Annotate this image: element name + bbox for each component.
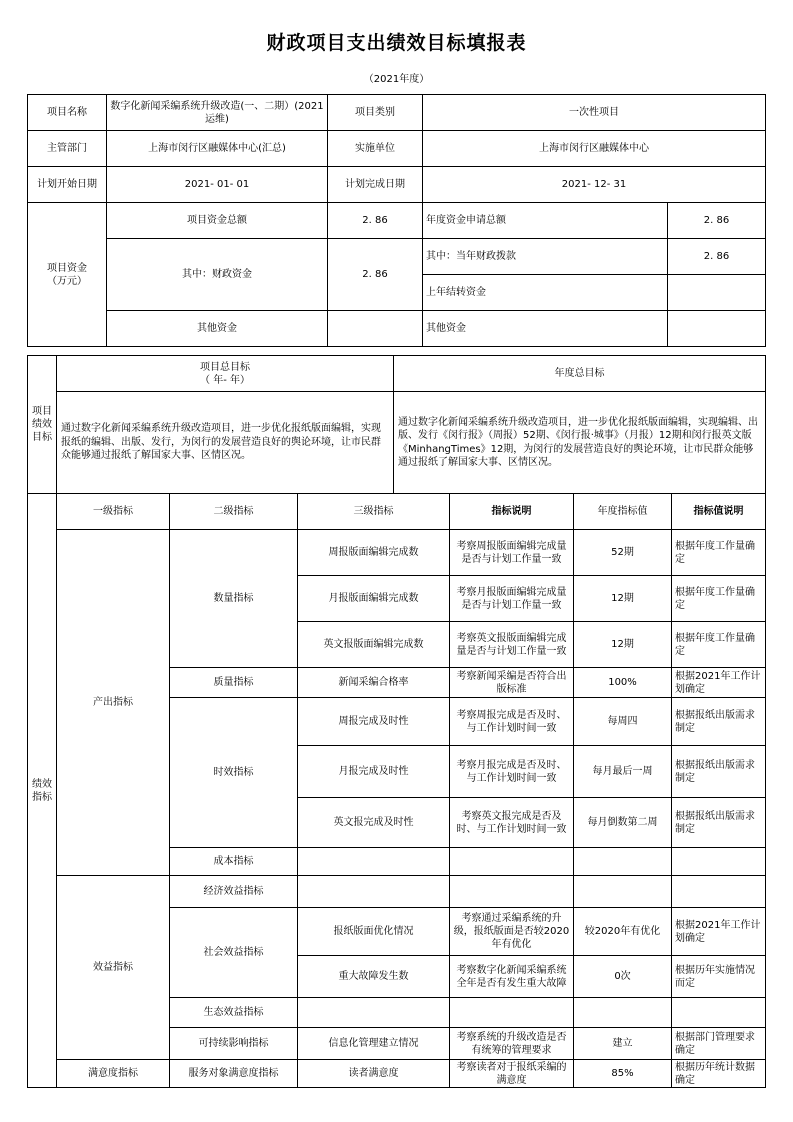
header-l1: 一级指标 <box>57 494 170 530</box>
l3-cell: 英文报完成及时性 <box>298 798 450 848</box>
value-cell: 每周四 <box>574 698 672 746</box>
l2-ecological: 生态效益指标 <box>170 998 298 1028</box>
value-cell <box>574 848 672 876</box>
overall-goal-period: （ 年- 年） <box>200 374 250 386</box>
other-funds-label: 其他资金 <box>107 311 328 347</box>
header-desc: 指标说明 <box>450 494 574 530</box>
annual-funds-value: 2. 86 <box>668 203 766 239</box>
note-cell: 根据年度工作量确定 <box>672 530 766 576</box>
indicators-label-text: 绩效指标 <box>32 778 52 803</box>
l1-satisfaction: 满意度指标 <box>57 1060 170 1088</box>
l2-social: 社会效益指标 <box>170 908 298 998</box>
desc-cell: 考察月报完成是否及时、与工作计划时间一致 <box>450 746 574 798</box>
goals-label-text: 项目绩效目标 <box>32 406 52 443</box>
l1-output: 产出指标 <box>57 530 170 876</box>
desc-cell: 考察英文报完成是否及时、与工作计划时间一致 <box>450 798 574 848</box>
l3-cell: 报纸版面优化情况 <box>298 908 450 956</box>
l3-cell: 月报完成及时性 <box>298 746 450 798</box>
desc-cell: 考察数字化新闻采编系统全年是否有发生重大故障 <box>450 956 574 998</box>
overall-goal-label: 项目总目标 <box>200 361 250 373</box>
indicators-table <box>27 493 766 1088</box>
desc-cell: 考察周报版面编辑完成量是否与计划工作量一致 <box>450 530 574 576</box>
end-date-label: 计划完成日期 <box>328 167 423 203</box>
l2-quality: 质量指标 <box>170 668 298 698</box>
l2-sustainability: 可持续影响指标 <box>170 1028 298 1060</box>
note-cell: 根据历年统计数据确定 <box>672 1060 766 1088</box>
l3-cell <box>298 876 450 908</box>
value-cell: 每月倒数第二周 <box>574 798 672 848</box>
overall-goal-header <box>57 356 394 392</box>
note-cell: 根据报纸出版需求制定 <box>672 746 766 798</box>
header-l3: 三级指标 <box>298 494 450 530</box>
unit-label: 实施单位 <box>328 131 423 167</box>
overall-goal-text: 通过数字化新闻采编系统升级改造项目，进一步优化报纸版面编辑，实现报纸的编辑、出版、发行，为闵行的发展营造良好的舆论环境，让市民群众能够通过报纸了解国家大事、区情区况。 <box>57 392 394 494</box>
carryover-funds-label: 上年结转资金 <box>423 275 668 311</box>
desc-cell: 考察周报完成是否及时、与工作计划时间一致 <box>450 698 574 746</box>
note-cell: 根据2021年工作计划确定 <box>672 668 766 698</box>
l3-cell <box>298 848 450 876</box>
value-cell: 100% <box>574 668 672 698</box>
desc-cell: 考察读者对于报纸采编的满意度 <box>450 1060 574 1088</box>
annual-goal-text: 通过数字化新闻采编系统升级改造项目，进一步优化报纸版面编辑，实现编辑、出版、发行《闵行报》（周报）52期、《闵行报·城事》（月报）12期和闵行报英文版《MinhangTimes》12期，为闵行的发展营造良好的舆论环境，让市民群众能够通过报纸了解国家大事、区情区况。 <box>394 392 766 494</box>
annual-goal-label: 年度总目标 <box>394 356 766 392</box>
note-cell: 根据部门管理要求确定 <box>672 1028 766 1060</box>
l2-service-satisfaction: 服务对象满意度指标 <box>170 1060 298 1088</box>
unit-value: 上海市闵行区融媒体中心 <box>423 131 766 167</box>
note-cell: 根据2021年工作计划确定 <box>672 908 766 956</box>
value-cell: 0次 <box>574 956 672 998</box>
other-funds-value-2 <box>668 311 766 347</box>
value-cell: 12期 <box>574 576 672 622</box>
carryover-funds-value <box>668 275 766 311</box>
goals-table <box>27 355 766 494</box>
desc-cell: 考察新闻采编是否符合出版标准 <box>450 668 574 698</box>
note-cell <box>672 848 766 876</box>
note-cell: 根据报纸出版需求制定 <box>672 698 766 746</box>
l3-cell: 周报版面编辑完成数 <box>298 530 450 576</box>
other-funds-label-2: 其他资金 <box>423 311 668 347</box>
note-cell <box>672 998 766 1028</box>
fiscal-funds-value: 2. 86 <box>328 239 423 311</box>
value-cell: 52期 <box>574 530 672 576</box>
project-type-label: 项目类别 <box>328 95 423 131</box>
l3-cell: 重大故障发生数 <box>298 956 450 998</box>
header-l2: 二级指标 <box>170 494 298 530</box>
value-cell <box>574 876 672 908</box>
desc-cell: 考察系统的升级改造是否有统筹的管理要求 <box>450 1028 574 1060</box>
desc-cell <box>450 998 574 1028</box>
dept-label: 主管部门 <box>28 131 107 167</box>
end-date-value: 2021- 12- 31 <box>423 167 766 203</box>
l3-cell <box>298 998 450 1028</box>
l2-quantity: 数量指标 <box>170 530 298 668</box>
total-funds-value: 2. 86 <box>328 203 423 239</box>
desc-cell <box>450 848 574 876</box>
header-note: 指标值说明 <box>672 494 766 530</box>
l3-cell: 信息化管理建立情况 <box>298 1028 450 1060</box>
funds-label-text: 项目资金（万元） <box>47 262 87 287</box>
header-value: 年度指标值 <box>574 494 672 530</box>
start-date-label: 计划开始日期 <box>28 167 107 203</box>
form-year: （2021年度） <box>363 74 430 85</box>
fiscal-funds-label: 其中：财政资金 <box>107 239 328 311</box>
note-cell: 根据报纸出版需求制定 <box>672 798 766 848</box>
value-cell <box>574 998 672 1028</box>
l2-timeliness: 时效指标 <box>170 698 298 848</box>
form-title: 财政项目支出绩效目标填报表 <box>266 32 527 54</box>
note-cell <box>672 876 766 908</box>
note-cell: 根据年度工作量确定 <box>672 576 766 622</box>
current-appropriation-value: 2. 86 <box>668 239 766 275</box>
other-funds-value <box>328 311 423 347</box>
l3-cell: 读者满意度 <box>298 1060 450 1088</box>
annual-funds-label: 年度资金申请总额 <box>423 203 668 239</box>
note-cell: 根据历年实施情况而定 <box>672 956 766 998</box>
l3-cell: 月报版面编辑完成数 <box>298 576 450 622</box>
indicators-label <box>28 494 57 1088</box>
desc-cell: 考察英文报版面编辑完成量是否与计划工作量一致 <box>450 622 574 668</box>
value-cell: 较2020年有优化 <box>574 908 672 956</box>
desc-cell <box>450 876 574 908</box>
l1-benefit: 效益指标 <box>57 876 170 1060</box>
l2-cost: 成本指标 <box>170 848 298 876</box>
note-cell: 根据年度工作量确定 <box>672 622 766 668</box>
project-type-value: 一次性项目 <box>423 95 766 131</box>
value-cell: 12期 <box>574 622 672 668</box>
start-date-value: 2021- 01- 01 <box>107 167 328 203</box>
dept-value: 上海市闵行区融媒体中心(汇总) <box>107 131 328 167</box>
l2-economic: 经济效益指标 <box>170 876 298 908</box>
value-cell: 每月最后一周 <box>574 746 672 798</box>
desc-cell: 考察月报版面编辑完成量是否与计划工作量一致 <box>450 576 574 622</box>
l3-cell: 新闻采编合格率 <box>298 668 450 698</box>
total-funds-label: 项目资金总额 <box>107 203 328 239</box>
l3-cell: 英文报版面编辑完成数 <box>298 622 450 668</box>
project-name-value: 数字化新闻采编系统升级改造(一、二期）(2021运维) <box>107 95 328 131</box>
project-info-table <box>27 94 766 347</box>
l3-cell: 周报完成及时性 <box>298 698 450 746</box>
funds-label <box>28 203 107 347</box>
desc-cell: 考察通过采编系统的升级，报纸版面是否较2020年有优化 <box>450 908 574 956</box>
project-name-label: 项目名称 <box>28 95 107 131</box>
value-cell: 85% <box>574 1060 672 1088</box>
current-appropriation-label: 其中：当年财政拨款 <box>423 239 668 275</box>
value-cell: 建立 <box>574 1028 672 1060</box>
goals-label <box>28 356 57 494</box>
